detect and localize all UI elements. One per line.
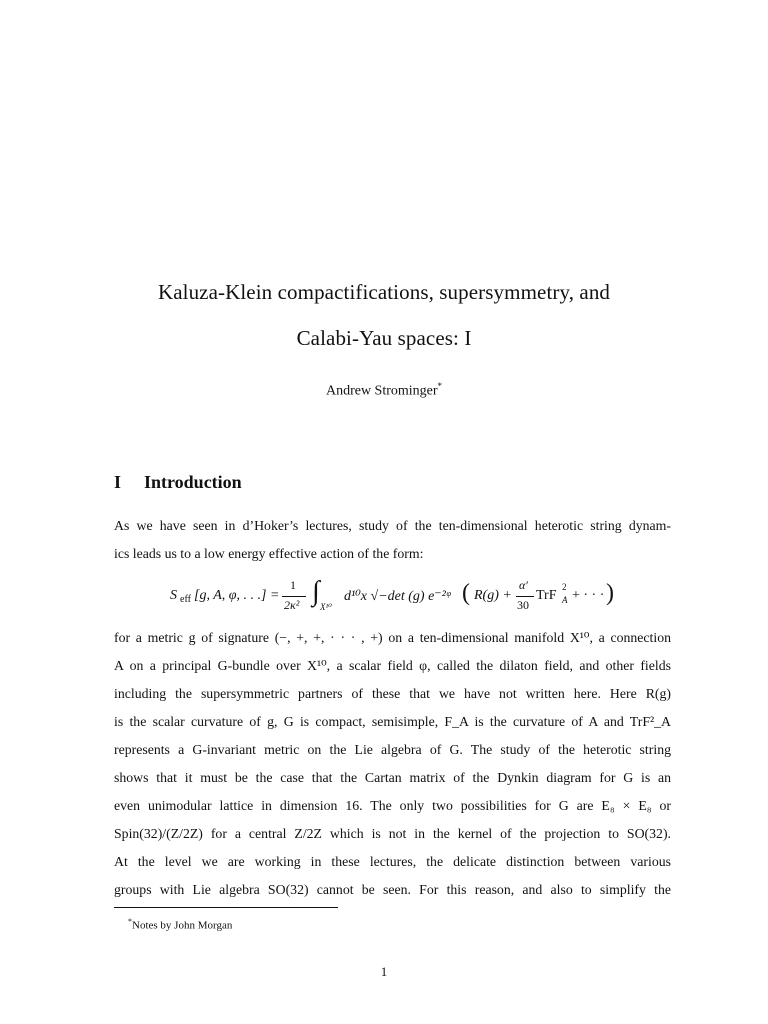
text-line: At the level we are working in these lectures, the delicate distinction between various	[114, 854, 671, 869]
eq-frac1-bar	[282, 596, 306, 597]
eq-paren-open: (	[462, 580, 470, 606]
eq-frac2-numerator: α′	[519, 578, 528, 592]
section-heading	[114, 472, 242, 493]
eq-frac2-bar	[516, 596, 534, 597]
effective-action-equation	[170, 578, 620, 620]
text-line: A on a principal G-bundle over X¹⁰, a scalar field φ, called the dilaton field, and other fields	[114, 658, 671, 673]
paper-title-line-1: Kaluza-Klein compactifications, supersymmetry, and	[157, 280, 611, 304]
eq-lhs-args: [g, A, φ, . . .] =	[194, 588, 280, 603]
text-line: is the scalar curvature of g, G is compact, semisimple, F_A is the curvature of A and TrF²_A	[114, 714, 671, 729]
eq-trace-subscript: A	[562, 595, 568, 605]
text-line: even unimodular lattice in dimension 16. The only two possibilities for G are E₈ × E₈ or	[114, 798, 671, 813]
author-footnote-mark: *	[437, 381, 443, 391]
eq-lhs: S	[170, 588, 177, 603]
eq-frac1-numerator: 1	[290, 578, 296, 592]
footnote-rule	[114, 907, 338, 908]
paragraph-body	[114, 630, 671, 910]
eq-curvature-term: R(g) +	[474, 588, 512, 603]
eq-tail: + · · ·	[572, 588, 605, 603]
footnote-mark: *	[128, 917, 132, 926]
author-line	[0, 381, 768, 400]
text-line: As we have seen in d’Hoker’s lectures, study of the ten-dimensional heterotic string dynam-	[114, 518, 671, 533]
eq-frac1-denominator: 2κ²	[284, 598, 300, 612]
text-line: shows that it must be the case that the Cartan matrix of the Dynkin diagram for G is an	[114, 770, 671, 785]
page-number: 1	[380, 964, 388, 979]
text-line: groups with Lie algebra SO(32) cannot be seen. For this reason, and also to simplify the	[114, 882, 671, 897]
eq-frac2-denominator: 30	[517, 598, 529, 612]
text-line: ics leads us to a low energy effective action of the form:	[114, 546, 424, 561]
eq-paren-close: )	[606, 580, 614, 606]
eq-integrand: d¹⁰x √−det (g) e⁻²ᵠ	[344, 589, 451, 604]
text-line: Spin(32)/(Z/2Z) for a central Z/2Z which is not in the kernel of the projection to SO(32).	[114, 826, 671, 841]
section-title: Introduction	[144, 472, 242, 492]
eq-lhs-subscript: eff	[180, 594, 191, 605]
footnote	[128, 917, 232, 932]
footnote-text: Notes by John Morgan	[132, 919, 233, 932]
paper-title-line-2: Calabi-Yau spaces: I	[296, 326, 472, 350]
author-name: Andrew Strominger	[325, 383, 438, 399]
eq-trace-term: TrF	[536, 588, 557, 603]
eq-integral-sign: ∫	[312, 576, 320, 607]
paragraph-intro	[114, 518, 671, 574]
section-number: I	[114, 472, 122, 492]
eq-trace-superscript: 2	[562, 582, 567, 592]
eq-integral-domain: X¹⁰	[320, 602, 332, 612]
text-line: for a metric g of signature (−, +, +, · · · , +) on a ten-dimensional manifold X¹⁰, a connection	[114, 630, 671, 645]
text-line: including the supersymmetric partners of these that we have not written here. Here R(g)	[114, 686, 671, 701]
text-line: represents a G-invariant metric on the Lie algebra of G. The study of the heterotic string	[114, 742, 671, 757]
